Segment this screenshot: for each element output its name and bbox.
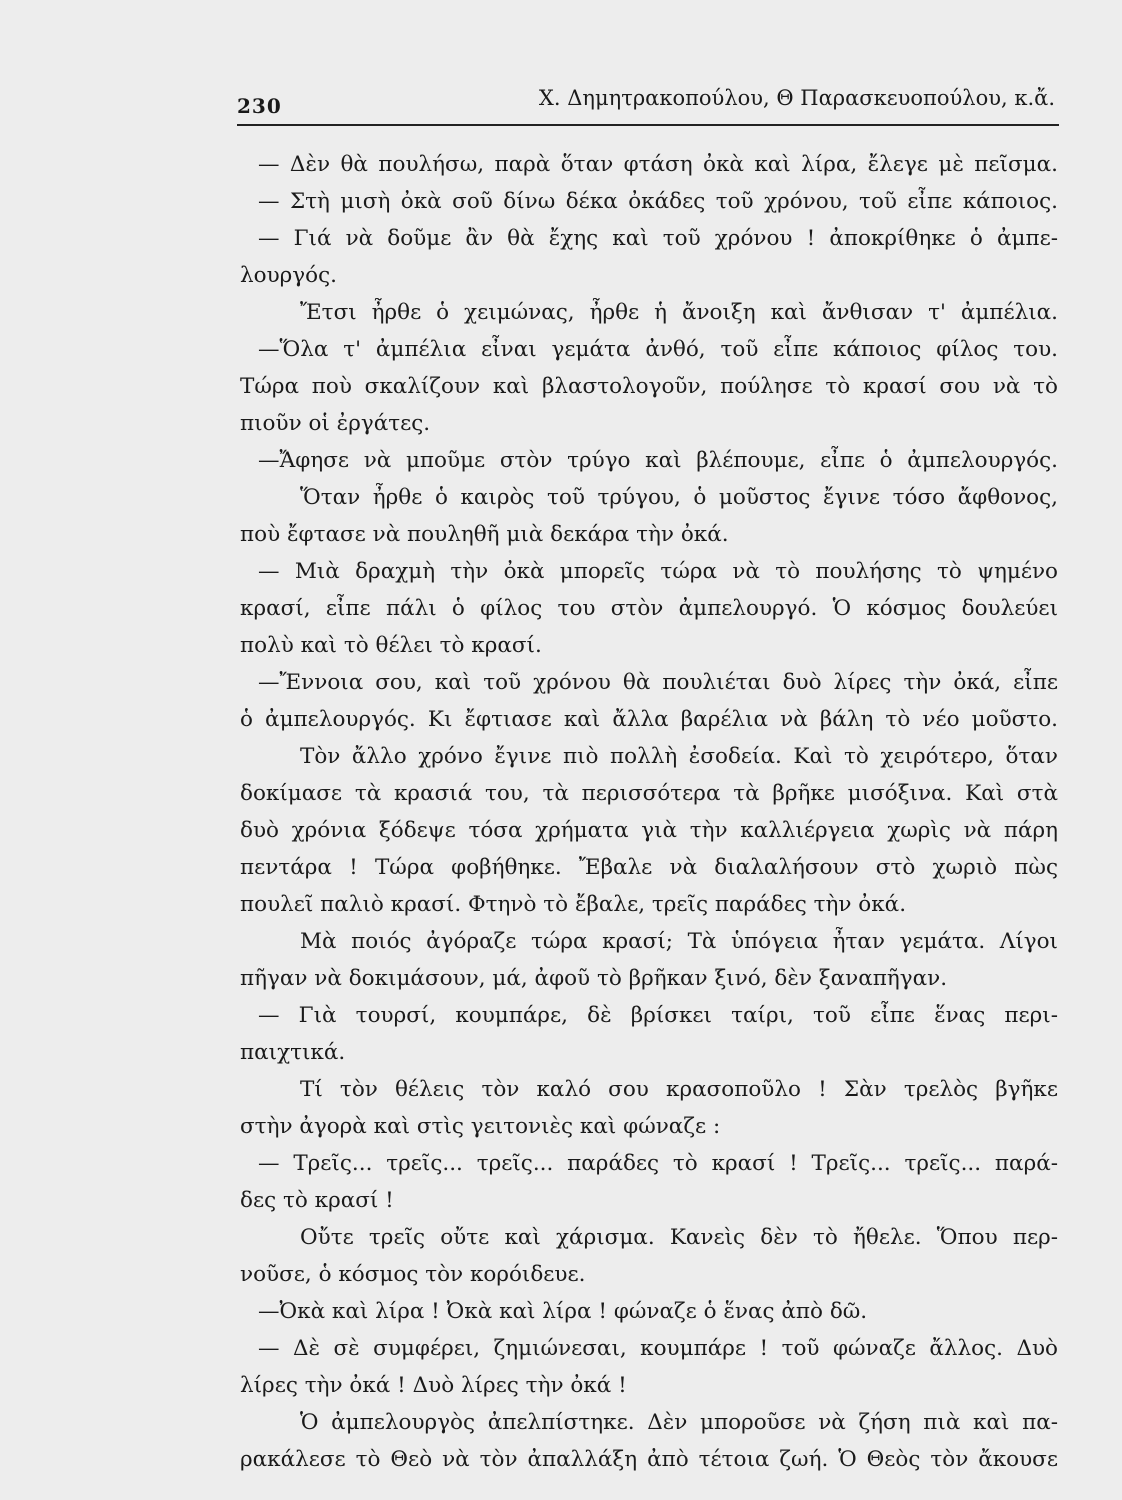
running-head: Χ. Δημητρακοπούλου, Θ Παρασκευοπούλου, κ.ἄ. [538, 86, 1055, 110]
text-line: — Γιά νὰ δοῦμε ἂν θὰ ἔχης καὶ τοῦ χρόνου ! ἀποκρίθηκε ὁ ἀμπε- [258, 226, 1058, 251]
text-line: δυὸ χρόνια ξόδεψε τόσα χρήματα γιὰ τὴν καλλιέργεια χωρὶς νὰ πάρη [240, 818, 1058, 843]
text-line: πολὺ καὶ τὸ θέλει τὸ κρασί. [240, 633, 542, 658]
text-line: Τί τὸν θέλεις τὸν καλό σου κρασοποῦλο ! Σὰν τρελὸς βγῆκε [300, 1077, 1058, 1102]
text-line: — Δὲ σὲ συμφέρει, ζημιώνεσαι, κουμπάρε ! τοῦ φώναζε ἄλλος. Δυὸ [258, 1336, 1058, 1361]
page-header [237, 78, 1059, 126]
text-line: πουλεῖ παλιὸ κρασί. Φτηνὸ τὸ ἔβαλε, τρεῖς παράδες τὴν ὀκά. [240, 892, 907, 917]
text-line: πῆγαν νὰ δοκιμάσουν, μά, ἀφοῦ τὸ βρῆκαν ξινό, δὲν ξαναπῆγαν. [240, 966, 948, 991]
text-line: παιχτικά. [240, 1040, 346, 1065]
text-line: —Ἔννοια σου, καὶ τοῦ χρόνου θὰ πουλιέται δυὸ λίρες τὴν ὀκά, εἶπε [258, 670, 1058, 695]
text-line: ποὺ ἔφτασε νὰ πουληθῆ μιὰ δεκάρα τὴν ὀκά. [240, 522, 729, 547]
text-line: Οὔτε τρεῖς οὔτε καὶ χάρισμα. Κανεὶς δὲν τὸ ἤθελε. Ὅπου περ- [300, 1225, 1058, 1250]
text-line: — Στὴ μισὴ ὀκὰ σοῦ δίνω δέκα ὀκάδες τοῦ χρόνου, τοῦ εἶπε κάποιος. [258, 189, 1058, 214]
text-line: — Δὲν θὰ πουλήσω, παρὰ ὅταν φτάση ὀκὰ καὶ λίρα, ἔλεγε μὲ πεῖσμα. [258, 152, 1058, 177]
text-line: ὁ ἀμπελουργός. Κι ἔφτιασε καὶ ἄλλα βαρέλια νὰ βάλη τὸ νέο μοῦστο. [240, 707, 1058, 732]
text-line: Τὸν ἄλλο χρόνο ἔγινε πιὸ πολλὴ ἐσοδεία. Καὶ τὸ χειρότερο, ὅταν [300, 744, 1058, 769]
text-line: Ἔτσι ἦρθε ὁ χειμώνας, ἦρθε ἡ ἄνοιξη καὶ ἄνθισαν τ' ἀμπέλια. [300, 300, 1058, 325]
text-line: Μὰ ποιός ἀγόραζε τώρα κρασί; Τὰ ὑπόγεια ἦταν γεμάτα. Λίγοι [300, 929, 1058, 954]
text-line: —Ὅλα τ' ἀμπέλια εἶναι γεμάτα ἀνθό, τοῦ εἶπε κάποιος φίλος του. [258, 337, 1058, 362]
text-line: —Ὀκὰ καὶ λίρα ! Ὀκὰ καὶ λίρα ! φώναζε ὁ ἕνας ἀπὸ δῶ. [258, 1299, 868, 1324]
text-line: Ὅταν ἦρθε ὁ καιρὸς τοῦ τρύγου, ὁ μοῦστος ἔγινε τόσο ἄφθονος, [300, 485, 1058, 510]
page-number: 230 [237, 94, 282, 118]
text-line: — Γιὰ τουρσί, κουμπάρε, δὲ βρίσκει ταίρι, τοῦ εἶπε ἕνας περι- [258, 1003, 1058, 1028]
text-line: Τώρα ποὺ σκαλίζουν καὶ βλαστολογοῦν, πούλησε τὸ κρασί σου νὰ τὸ [240, 374, 1058, 399]
text-line: στὴν ἀγορὰ καὶ στὶς γειτονιὲς καὶ φώναζε : [240, 1114, 721, 1139]
text-line: λίρες τὴν ὀκά ! Δυὸ λίρες τὴν ὀκά ! [240, 1373, 627, 1398]
text-line: πεντάρα ! Τώρα φοβήθηκε. Ἔβαλε νὰ διαλαλήσουν στὸ χωριὸ πὼς [240, 855, 1058, 880]
text-line: — Μιὰ δραχμὴ τὴν ὀκὰ μπορεῖς τώρα νὰ τὸ πουλήσης τὸ ψημένο [258, 559, 1058, 584]
text-line: πιοῦν οἱ ἐργάτες. [240, 411, 431, 436]
text-line: νοῦσε, ὁ κόσμος τὸν κορόιδευε. [240, 1262, 586, 1287]
text-line: λουργός. [240, 263, 337, 288]
text-line: ρακάλεσε τὸ Θεὸ νὰ τὸν ἀπαλλάξη ἀπὸ τέτοια ζωή. Ὁ Θεὸς τὸν ἄκουσε [240, 1447, 1058, 1472]
text-line: δοκίμασε τὰ κρασιά του, τὰ περισσότερα τὰ βρῆκε μισόξινα. Καὶ στὰ [240, 781, 1058, 806]
header-rule [237, 124, 1059, 126]
text-line: —Ἄφησε νὰ μποῦμε στὸν τρύγο καὶ βλέπουμε, εἶπε ὁ ἀμπελουργός. [258, 448, 1058, 473]
text-line: δες τὸ κρασί ! [240, 1188, 394, 1213]
text-line: κρασί, εἶπε πάλι ὁ φίλος του στὸν ἀμπελουργό. Ὁ κόσμος δουλεύει [240, 596, 1058, 621]
text-line: Ὁ ἀμπελουργὸς ἀπελπίστηκε. Δὲν μποροῦσε νὰ ζήση πιὰ καὶ πα- [300, 1410, 1058, 1435]
text-line: — Τρεῖς... τρεῖς... τρεῖς... παράδες τὸ κρασί ! Τρεῖς... τρεῖς... παρά- [258, 1151, 1058, 1176]
